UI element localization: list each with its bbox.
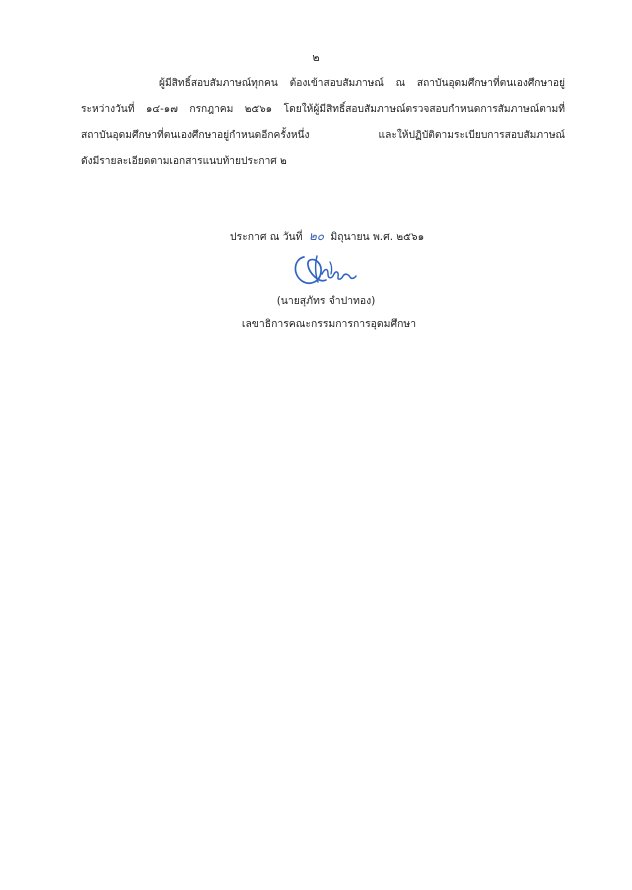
signer-name: (นายสุภัทร จำปาทอง) [276,295,376,307]
signature-icon [290,252,360,288]
page-number: ๒ [312,51,320,64]
announcement-day-handwritten: ๒๐ [308,229,325,243]
signer-position: เลขาธิการคณะกรรมการการอุดมศึกษา [241,318,417,330]
announcement-date [230,227,424,246]
announcement-date-prefix: ประกาศ ณ วันที่ [230,231,303,243]
announcement-date-suffix: มิถุนายน พ.ศ. ๒๕๖๑ [330,231,425,243]
paragraph-line-2: ระหว่างวันที่ ๑๔-๑๗ กรกฎาคม ๒๕๖๑ โดยให้ผู้มีสิทธิ์สอบสัมภาษณ์ตรวจสอบกำหนดการสัมภาษณ์ตามที่ [81,104,565,115]
paragraph-line-1: ผู้มีสิทธิ์สอบสัมภาษณ์ทุกคน ต้องเข้าสอบสัมภาษณ์ ณ สถาบันอุดมศึกษาที่ตนเองศึกษาอยู่ [159,78,565,89]
paragraph-line-3: สถาบันอุดมศึกษาที่ตนเองศึกษาอยู่กำหนดอีกครั้งหนึ่ง และให้ปฏิบัติตามระเบียบการสอบสัมภาษณ์ [81,130,565,141]
paragraph-line-4: ดังมีรายละเอียดตามเอกสารแนบท้ายประกาศ ๒ [81,156,287,167]
body-paragraph [81,71,565,175]
